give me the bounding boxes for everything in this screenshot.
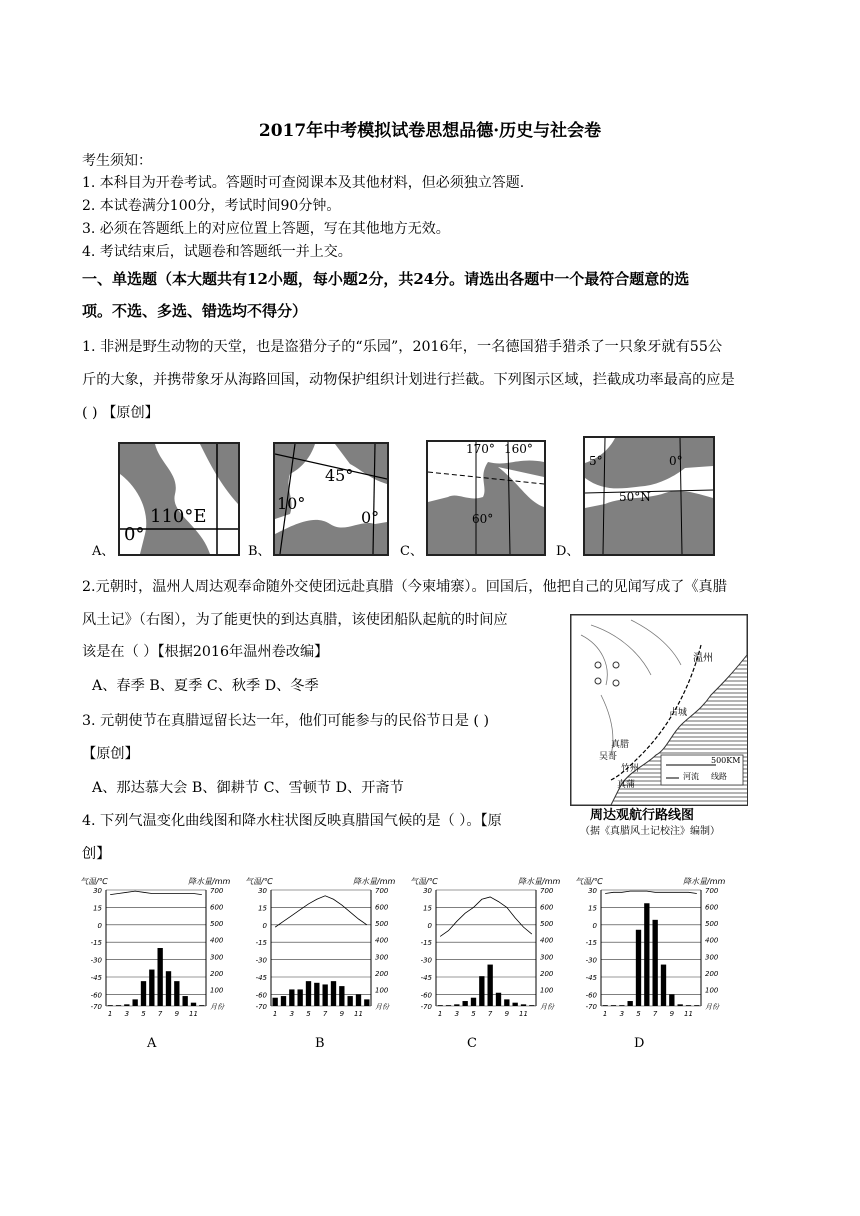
q3-text: 3. 元朝使节在真腊逗留长达一年，他们可能参与的民俗节日是 ( ) <box>82 713 490 729</box>
map-legend-scale: 500KM <box>711 756 741 765</box>
temp-tick-label: -70 <box>585 1003 597 1011</box>
precip-tick-label: 700 <box>705 887 719 895</box>
temp-tick-label: -45 <box>90 974 102 982</box>
precip-tick-label: 200 <box>210 969 224 978</box>
temp-tick-label: 0 <box>427 921 432 930</box>
map-d-l2: 0° <box>669 454 683 468</box>
temp-tick-label: 15 <box>258 904 267 913</box>
temp-tick-label: -15 <box>585 939 597 948</box>
temperature-line <box>605 891 697 893</box>
precip-bar <box>454 1004 459 1006</box>
month-tick-label: 3 <box>124 1010 130 1018</box>
temp-axis-label: 气温/℃ <box>80 877 108 886</box>
temp-tick-label: -60 <box>585 991 597 1000</box>
precip-bar <box>504 999 509 1006</box>
climate-charts-svg <box>78 876 738 1026</box>
map-b-l3: 0° <box>361 508 380 527</box>
precip-bar <box>166 971 171 1006</box>
q1-text: 斤的大象，并携带象牙从海路回国，动物保护组织计划进行拦截。下列图示区域，拦截成功率最高的应是 <box>82 372 735 388</box>
notice-item: 3. 必须在答题纸上的对应位置上答题，写在其他地方无效。 <box>82 221 450 237</box>
precip-tick-label: 200 <box>375 969 389 978</box>
month-tick-label: 5 <box>636 1010 641 1018</box>
precip-bar <box>124 1004 129 1006</box>
q3-text: 【原创】 <box>82 746 139 762</box>
precip-bar <box>199 1005 204 1006</box>
month-tick-label: 11 <box>189 1010 198 1018</box>
precip-tick-label: 300 <box>540 953 554 962</box>
q2-text: 该是在（ ）【根据2016年温州卷改编】 <box>82 644 329 660</box>
precip-axis-label: 降水量/mm <box>188 877 231 886</box>
map-legend-route: 线路 <box>711 772 727 781</box>
precip-bar <box>521 1004 526 1006</box>
temp-tick-label: -45 <box>420 974 432 982</box>
precip-tick-label: 100 <box>210 986 224 995</box>
temperature-line <box>110 891 202 894</box>
precip-bar <box>438 1005 443 1006</box>
temp-tick-label: -70 <box>90 1003 102 1011</box>
map-label-zhancheng: 占城 <box>669 708 688 718</box>
temp-tick-label: -45 <box>585 974 597 982</box>
precip-tick-label: 600 <box>540 903 554 912</box>
temp-tick-label: -15 <box>255 939 267 948</box>
climate-charts <box>78 876 738 1026</box>
month-tick-label: 5 <box>471 1010 476 1018</box>
temp-tick-label: 15 <box>423 904 432 913</box>
month-tick-label: 5 <box>306 1010 311 1018</box>
precip-tick-label: 400 <box>705 936 719 945</box>
month-axis-label: 月份 <box>375 1003 389 1011</box>
month-tick-label: 11 <box>354 1010 363 1018</box>
option-d-label: D、 <box>556 544 580 559</box>
option-c-label: C、 <box>400 544 423 559</box>
map-c-l2: 160° <box>504 442 533 456</box>
precip-bar <box>289 989 294 1006</box>
chart-d-label: D <box>634 1036 645 1051</box>
precip-tick-label: 500 <box>540 920 554 929</box>
page-title: 2017年中考模拟试卷思想品德·历史与社会卷 <box>258 121 602 141</box>
month-axis-label: 月份 <box>210 1003 224 1011</box>
map-option-d <box>583 436 715 556</box>
q2-text: 风土记》（右图），为了能更快的到达真腊，该使团船队起航的时间应 <box>82 612 508 628</box>
map-label-wuxiang: 吴哥 <box>599 752 618 762</box>
precip-bar <box>446 1005 451 1006</box>
map-d-l3: 50°N <box>619 490 651 504</box>
precip-bar <box>364 999 369 1006</box>
precip-bar <box>628 1001 633 1006</box>
precip-tick-label: 100 <box>705 986 719 995</box>
precip-bar <box>644 903 649 1006</box>
map-label-zhenla: 真腊 <box>611 740 630 750</box>
month-tick-label: 5 <box>141 1010 146 1018</box>
option-a-label: A、 <box>92 544 115 559</box>
precip-bar <box>339 986 344 1006</box>
month-tick-label: 11 <box>519 1010 528 1018</box>
notice-item: 2. 本试卷满分100分，考试时间90分钟。 <box>82 198 341 214</box>
precip-tick-label: 200 <box>705 969 719 978</box>
notice-item: 4. 考试结束后，试题卷和答题纸一并上交。 <box>82 244 352 260</box>
precip-bar <box>488 965 493 1006</box>
temp-tick-label: 0 <box>97 921 102 930</box>
month-tick-label: 3 <box>289 1010 295 1018</box>
precip-tick-label: 400 <box>540 936 554 945</box>
map-label-wenzhou: 温州 <box>693 653 713 664</box>
precip-tick-label: 200 <box>540 969 554 978</box>
map-b-l2: 10° <box>277 494 306 513</box>
month-tick-label: 1 <box>107 1010 113 1018</box>
precip-bar <box>149 970 154 1006</box>
temp-tick-label: -70 <box>255 1003 267 1011</box>
route-map <box>570 614 748 806</box>
month-axis-label: 月份 <box>540 1003 554 1011</box>
temp-tick-label: -45 <box>255 974 267 982</box>
precip-bar <box>183 996 188 1006</box>
chart-c-label: C <box>467 1036 477 1051</box>
precip-tick-label: 500 <box>705 920 719 929</box>
temperature-line <box>275 896 367 927</box>
month-tick-label: 9 <box>504 1010 510 1018</box>
precip-bar <box>686 1005 691 1006</box>
temp-tick-label: -60 <box>90 991 102 1000</box>
q3-options: A、那达慕大会 B、御耕节 C、雪顿节 D、开斋节 <box>92 780 404 796</box>
precip-bar <box>108 1005 113 1006</box>
chart-a-label: A <box>147 1036 157 1051</box>
precip-tick-label: 300 <box>375 953 389 962</box>
precip-bar <box>694 1005 699 1006</box>
month-tick-label: 3 <box>454 1010 460 1018</box>
q1-text: ( ) 【原创】 <box>82 405 159 421</box>
precip-bar <box>496 993 501 1006</box>
precip-tick-label: 600 <box>210 903 224 912</box>
precip-bar <box>116 1005 121 1006</box>
map-d-l1: 5° <box>589 454 603 468</box>
month-tick-label: 7 <box>652 1010 658 1018</box>
precip-bar <box>661 965 666 1006</box>
temp-tick-label: -60 <box>255 991 267 1000</box>
temp-tick-label: -70 <box>420 1003 432 1011</box>
precip-bar <box>529 1005 534 1006</box>
precip-bar <box>669 994 674 1006</box>
temp-tick-label: -30 <box>420 956 432 965</box>
precip-bar <box>314 983 319 1006</box>
precip-tick-label: 700 <box>210 887 224 895</box>
q4-text: 创】 <box>82 846 111 862</box>
precip-tick-label: 400 <box>375 936 389 945</box>
precip-tick-label: 700 <box>375 887 389 895</box>
precip-bar <box>331 981 336 1006</box>
map-c-l3: 60° <box>472 512 494 526</box>
temp-tick-label: 15 <box>588 904 597 913</box>
temp-tick-label: -30 <box>585 956 597 965</box>
precip-tick-label: 100 <box>375 986 389 995</box>
month-tick-label: 9 <box>174 1010 180 1018</box>
precip-bar <box>141 981 146 1006</box>
precip-bar <box>298 989 303 1006</box>
map-label-zhenpu: 真蒲 <box>617 780 636 790</box>
precip-tick-label: 500 <box>210 920 224 929</box>
q4-text: 4. 下列气温变化曲线图和降水柱状图反映真腊国气候的是（ ）。【原 <box>82 813 502 829</box>
temp-tick-label: 15 <box>93 904 102 913</box>
section-heading-cont: 项。不选、多选、错选均不得分） <box>82 302 308 320</box>
precip-bar <box>513 1003 518 1006</box>
month-tick-label: 7 <box>487 1010 493 1018</box>
precip-bar <box>281 996 286 1006</box>
precip-bar <box>479 976 484 1006</box>
notice-heading: 考生须知： <box>82 153 152 169</box>
q1-text: 1. 非洲是野生动物的天堂，也是盗猎分子的“乐园”，2016年，一名德国猎手猎杀了一只象牙就有55公 <box>82 339 723 355</box>
notice-item: 1. 本科目为开卷考试。答题时可查阅课本及其他材料，但必须独立答题. <box>82 175 525 191</box>
option-b-label: B、 <box>248 544 271 559</box>
month-axis-label: 月份 <box>705 1003 719 1011</box>
chart-b-label: B <box>315 1036 325 1051</box>
month-tick-label: 7 <box>157 1010 163 1018</box>
map-legend-river: 河流 <box>683 772 699 781</box>
map-option-c <box>426 440 546 556</box>
precip-bar <box>678 1004 683 1006</box>
precip-bar <box>611 1005 616 1006</box>
map-c-l1: 170° <box>466 442 495 456</box>
precip-bar <box>619 1005 624 1006</box>
temp-axis-label: 气温/℃ <box>575 877 603 886</box>
map-a-lat: 0° <box>124 524 145 545</box>
precip-bar <box>636 930 641 1006</box>
temp-axis-label: 气温/℃ <box>245 877 273 886</box>
route-map-source: （据《真腊风土记校注》编制） <box>580 826 720 837</box>
temp-tick-label: 30 <box>423 887 432 895</box>
precip-bar <box>191 1003 196 1006</box>
precip-bar <box>471 998 476 1006</box>
precip-tick-label: 600 <box>375 903 389 912</box>
temp-tick-label: -15 <box>90 939 102 948</box>
temp-tick-label: 30 <box>258 887 267 895</box>
temp-tick-label: -30 <box>90 956 102 965</box>
temp-tick-label: 0 <box>262 921 267 930</box>
month-tick-label: 11 <box>684 1010 693 1018</box>
q2-text: 2.元朝时，温州人周达观奉命随外交使团远赴真腊（今柬埔寨）。回国后，他把自己的见闻写成了《真腊 <box>82 579 727 595</box>
precip-axis-label: 降水量/mm <box>518 877 561 886</box>
month-tick-label: 7 <box>322 1010 328 1018</box>
map-option-b <box>273 442 389 556</box>
precip-bar <box>306 981 311 1006</box>
precip-bar <box>158 948 163 1006</box>
precip-bar <box>323 984 328 1006</box>
temp-tick-label: -15 <box>420 939 432 948</box>
precip-bar <box>348 996 353 1006</box>
precip-bar <box>174 981 179 1006</box>
q2-options: A、春季 B、夏季 C、秋季 D、冬季 <box>92 678 319 694</box>
temp-tick-label: -60 <box>420 991 432 1000</box>
precip-bar <box>273 998 278 1006</box>
map-b-l1: 45° <box>325 466 354 485</box>
precip-tick-label: 100 <box>540 986 554 995</box>
map-c-graphic <box>428 442 544 554</box>
month-tick-label: 1 <box>272 1010 278 1018</box>
map-label-zhu: 竹州 <box>621 764 640 774</box>
precip-bar <box>356 994 361 1006</box>
precip-tick-label: 500 <box>375 920 389 929</box>
map-a-lon: 110°E <box>150 506 207 527</box>
precip-tick-label: 700 <box>540 887 554 895</box>
precip-axis-label: 降水量/mm <box>683 877 726 886</box>
month-tick-label: 9 <box>669 1010 675 1018</box>
precip-tick-label: 300 <box>210 953 224 962</box>
precip-tick-label: 400 <box>210 936 224 945</box>
temp-tick-label: -30 <box>255 956 267 965</box>
precip-bar <box>133 999 138 1006</box>
route-map-caption: 周达观航行路线图 <box>590 808 695 823</box>
precip-bar <box>603 1005 608 1006</box>
precip-tick-label: 600 <box>705 903 719 912</box>
section-heading: 一、单选题（本大题共有12小题，每小题2分，共24分。请选出各题中一个最符合题意的选 <box>82 270 690 288</box>
month-tick-label: 1 <box>437 1010 443 1018</box>
temp-axis-label: 气温/℃ <box>410 877 438 886</box>
month-tick-label: 3 <box>619 1010 625 1018</box>
month-tick-label: 1 <box>602 1010 608 1018</box>
map-option-a <box>118 442 240 556</box>
temp-tick-label: 30 <box>588 887 597 895</box>
temp-tick-label: 0 <box>592 921 597 930</box>
month-tick-label: 9 <box>339 1010 345 1018</box>
precip-bar <box>653 920 658 1006</box>
precip-axis-label: 降水量/mm <box>353 877 396 886</box>
precip-tick-label: 300 <box>705 953 719 962</box>
temperature-line <box>440 897 532 936</box>
temp-tick-label: 30 <box>93 887 102 895</box>
precip-bar <box>463 1001 468 1006</box>
